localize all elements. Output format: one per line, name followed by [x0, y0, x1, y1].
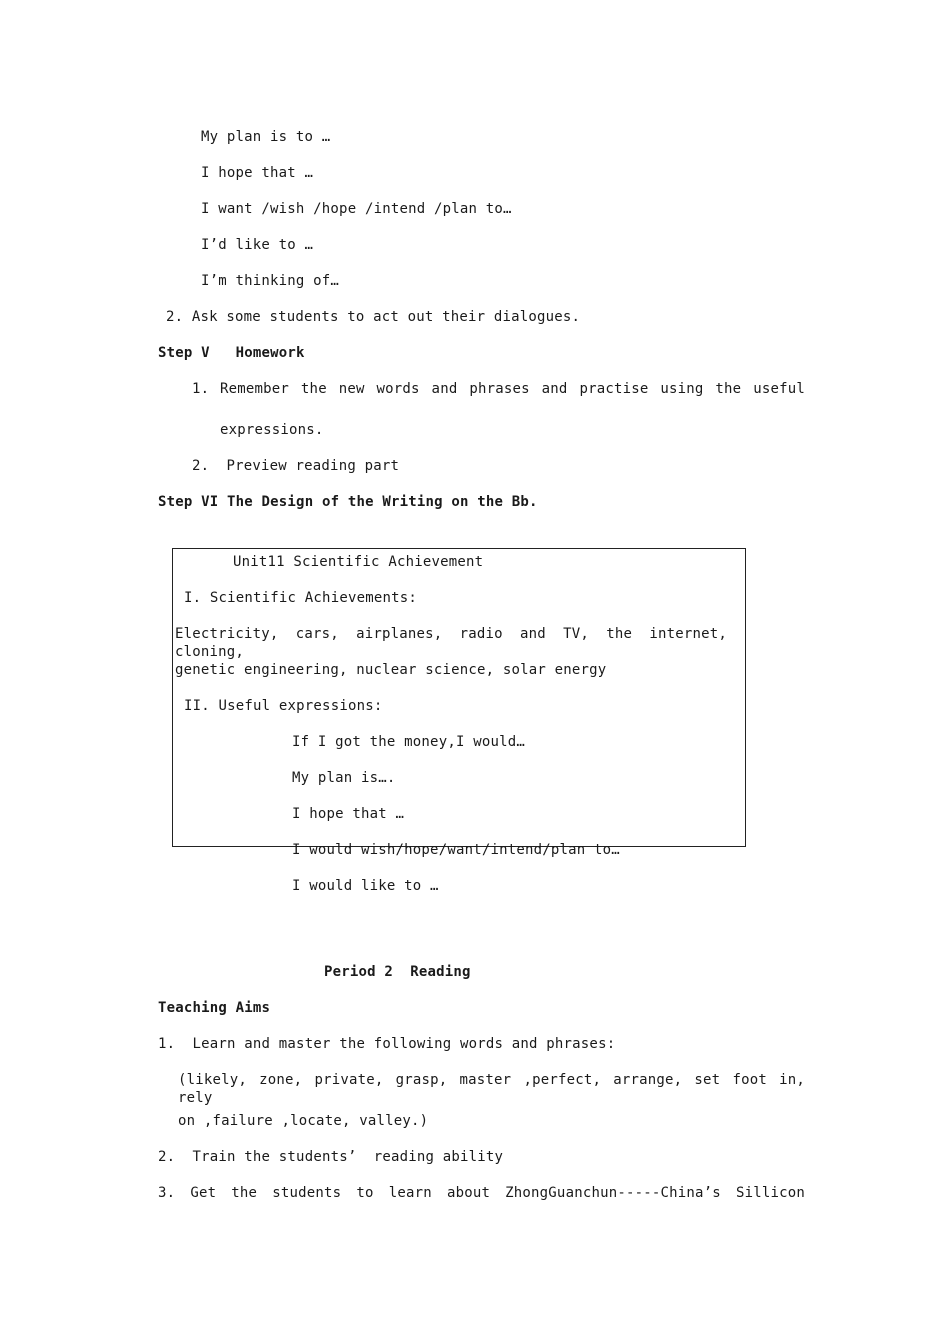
board-section-expressions: II. Useful expressions:	[184, 698, 383, 714]
step-6-heading: Step VI The Design of the Writing on the Bb.	[158, 494, 538, 510]
plan-expression: I hope that …	[201, 165, 314, 181]
board-expression: If I got the money,I would…	[292, 734, 525, 750]
period-2-title: Period 2 Reading	[324, 964, 471, 980]
board-expression: My plan is….	[292, 770, 396, 786]
board-achievements-list-continued: genetic engineering, nuclear science, solar energy	[175, 662, 607, 678]
homework-item-2: 2. Preview reading part	[192, 458, 400, 474]
teaching-aim-1: 1. Learn and master the following words and phrases:	[158, 1036, 616, 1052]
plan-expression: I want /wish /hope /intend /plan to…	[201, 201, 512, 217]
plan-expression: I’m thinking of…	[201, 273, 340, 289]
homework-item-1-number: 1.	[192, 381, 210, 397]
teaching-aim-3: 3. Get the students to learn about ZhongGuanchun-----China’s Sillicon	[158, 1185, 805, 1201]
board-expression: I hope that …	[292, 806, 405, 822]
teaching-aim-1-words: (likely, zone, private, grasp, master ,perfect, arrange, set foot in, rely	[178, 1072, 805, 1106]
step-5-heading: Step V Homework	[158, 345, 305, 361]
board-expression: I would like to …	[292, 878, 439, 894]
plan-expression: I’d like to …	[201, 237, 314, 253]
board-expression: I would wish/hope/want/intend/plan to…	[292, 842, 620, 858]
teaching-aim-2: 2. Train the students’ reading ability	[158, 1149, 504, 1165]
board-title: Unit11 Scientific Achievement	[233, 554, 484, 570]
teaching-aims-heading: Teaching Aims	[158, 1000, 271, 1016]
board-section-achievements: I. Scientific Achievements:	[184, 590, 417, 606]
board-achievements-list: Electricity, cars, airplanes, radio and TV, the internet, cloning,	[175, 626, 727, 660]
teaching-aim-1-words-continued: on ,failure ,locate, valley.)	[178, 1113, 429, 1129]
act-out-instruction: 2. Ask some students to act out their dialogues.	[166, 309, 581, 325]
plan-expression: My plan is to …	[201, 129, 331, 145]
homework-item-1-text: Remember the new words and phrases and practise using the useful	[220, 381, 805, 397]
homework-item-1-continuation: expressions.	[220, 422, 324, 438]
